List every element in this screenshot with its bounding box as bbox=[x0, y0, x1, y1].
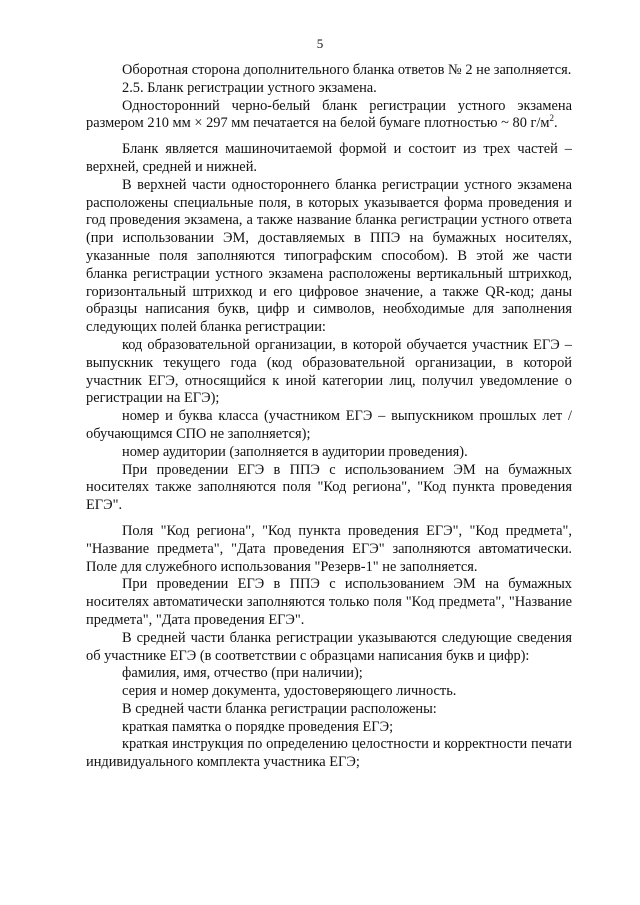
paragraph-3 bbox=[86, 98, 572, 134]
paragraph-10: Поля "Код региона", "Код пункта проведения ЕГЭ", "Код предмета", "Название предмета", "Дата проведения ЕГЭ" заполняются автоматически. Поле для служебного использования "Резерв-1" не заполняется. bbox=[86, 522, 572, 575]
paragraph-9: При проведении ЕГЭ в ППЭ с использованием ЭМ на бумажных носителях также заполняются поля "Код региона", "Код пункта проведения ЕГЭ". bbox=[86, 461, 572, 514]
paragraph-4: Бланк является машиночитаемой формой и состоит из трех частей – верхней, средней и нижней. bbox=[86, 141, 572, 175]
paragraph-11: При проведении ЕГЭ в ППЭ с использованием ЭМ на бумажных носителях автоматически заполняются только поля "Код предмета", "Название предмета", "Дата проведения ЕГЭ". bbox=[86, 576, 572, 628]
paragraph-3-period: . bbox=[554, 115, 558, 132]
paragraph-1: Оборотная сторона дополнительного бланка ответов № 2 не заполняется. bbox=[122, 62, 572, 78]
paragraph-6: код образовательной организации, в которой обучается участник ЕГЭ – выпускник текущего года (код образовательной организации, в которой участник ЕГЭ, относящийся к иной категории лиц, получил уведомление о регистрации на ЕГЭ); bbox=[86, 336, 572, 407]
paragraph-3-text: Односторонний черно-белый бланк регистрации устного экзамена размером 210 мм × 297 мм печатается на белой бумаге плотностью ~ 80 г/м bbox=[86, 97, 572, 132]
paragraph-8: номер аудитории (заполняется в аудитории проведения). bbox=[122, 443, 468, 460]
paragraph-2-section-heading: 2.5. Бланк регистрации устного экзамена. bbox=[122, 79, 377, 96]
superscript-2: 2 bbox=[549, 113, 555, 124]
paragraph-5: В верхней части одностороннего бланка регистрации устного экзамена расположены специальные поля, в которых указывается форма проведения и год проведения экзамена, а также название бланка регистрации устного ответа (при использовании ЭМ, доставляемых в ППЭ на бумажных носителях, указанные поля заполняются типографским способом). В этой же части бланка регистрации устного экзамена расположены вертикальный штрихкод, горизонтальный штрихкод и его цифровое значение, а также QR-код; даны образцы написания букв, цифр и символов, необходимые для заполнения следующих полей бланка регистрации: bbox=[86, 176, 572, 336]
paragraph-7: номер и буква класса (участником ЕГЭ – выпускником прошлых лет / обучающимся СПО не заполняется); bbox=[86, 408, 572, 442]
paragraph-15: В средней части бланка регистрации расположены: bbox=[122, 700, 437, 717]
paragraph-13: фамилия, имя, отчество (при наличии); bbox=[122, 665, 363, 682]
paragraph-16: краткая памятка о порядке проведения ЕГЭ; bbox=[122, 718, 394, 735]
paragraph-14: серия и номер документа, удостоверяющего личность. bbox=[122, 683, 457, 700]
paragraph-17: краткая инструкция по определению целостности и корректности печати индивидуального комплекта участника ЕГЭ; bbox=[86, 736, 572, 771]
page-number: 5 bbox=[316, 36, 324, 51]
paragraph-12: В средней части бланка регистрации указываются следующие сведения об участнике ЕГЭ (в соответствии с образцами написания букв и цифр): bbox=[86, 629, 572, 664]
